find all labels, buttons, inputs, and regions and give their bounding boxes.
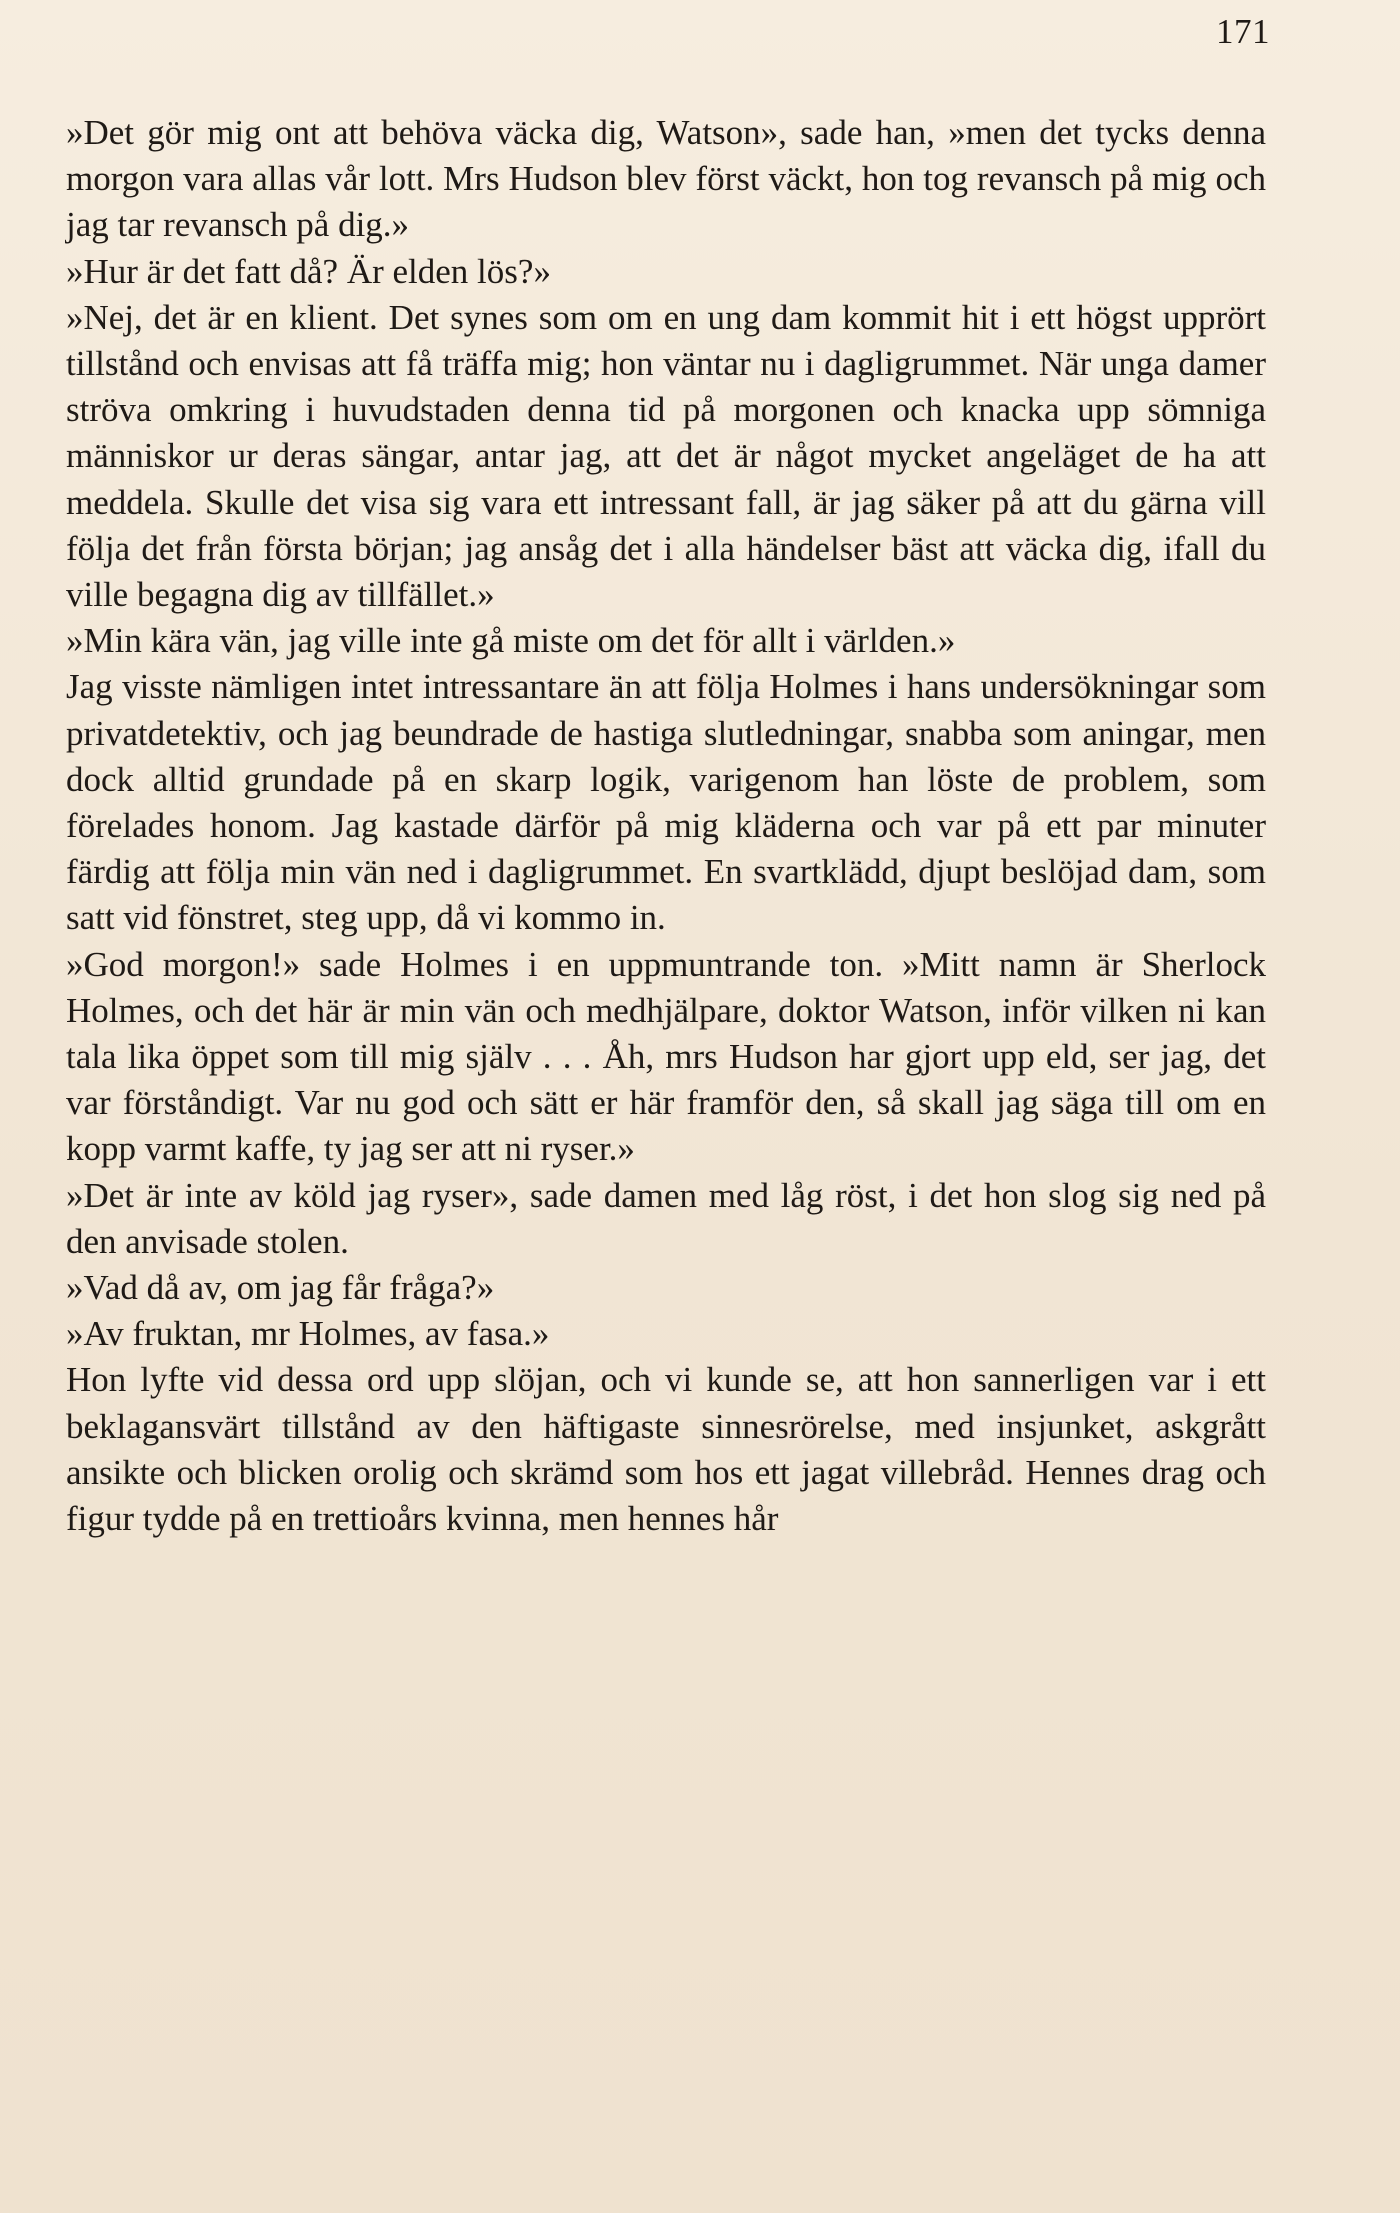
paragraph-1: »Det gör mig ont att behöva väcka dig, Watson», sade han, »men det tycks denna morgon vara allas vår lott. Mrs Hudson blev först väckt, hon tog revansch på mig och jag tar revansch på dig.» xyxy=(66,113,1266,245)
paragraph-9: »Av fruktan, mr Holmes, av fasa.» xyxy=(66,1314,550,1354)
body-text xyxy=(66,110,1266,1542)
paragraph-4: »Min kära vän, jag ville inte gå miste om det för allt i världen.» xyxy=(66,621,956,661)
paragraph-7: »Det är inte av köld jag ryser», sade damen med låg röst, i det hon slog sig ned på den anvisade stolen. xyxy=(66,1175,1266,1261)
paragraph-3: »Nej, det är en klient. Det synes som om en ung dam kommit hit i ett högst upprört tillstånd och envisas att få träffa mig; hon väntar nu i dagligrummet. När unga damer ströva omkring i huvudstaden denna tid på morgonen och knacka upp sömniga människor ur deras sängar, antar jag, att det är något mycket angeläget de ha att meddela. Skulle det visa sig vara ett intressant fall, är jag säker på att du gärna vill följa det från första början; jag ansåg det i alla händelser bäst att väcka dig, ifall du ville begagna dig av tillfället.» xyxy=(66,297,1266,615)
paragraph-8: »Vad då av, om jag får fråga?» xyxy=(66,1268,495,1308)
paragraph-2: »Hur är det fatt då? Är elden lös?» xyxy=(66,251,551,291)
paragraph-5: Jag visste nämligen intet intressantare än att följa Holmes i hans undersökningar som privatdetektiv, och jag beundrade de hastiga slutledningar, snabba som aningar, men dock alltid grundade på en skarp logik, varigenom han löste de problem, som förelades honom. Jag kastade därför på mig kläderna och var på ett par minuter färdig att följa min vän ned i dagligrummet. En svartklädd, djupt beslöjad dam, som satt vid fönstret, steg upp, då vi kommo in. xyxy=(66,667,1266,938)
page-number: 171 xyxy=(1216,12,1270,51)
paragraph-6: »God morgon!» sade Holmes i en uppmuntrande ton. »Mitt namn är Sherlock Holmes, och det här är min vän och medhjälpare, doktor Watson, inför vilken ni kan tala lika öppet som till mig själv . . . Åh, mrs Hudson har gjort upp eld, ser jag, det var förståndigt. Var nu god och sätt er här framför den, så skall jag säga till om en kopp varmt kaffe, ty jag ser att ni ryser.» xyxy=(66,944,1266,1169)
paragraph-10: Hon lyfte vid dessa ord upp slöjan, och vi kunde se, att hon sannerligen var i ett beklagansvärt tillstånd av den häftigaste sinnesrörelse, med insjunket, askgrått ansikte och blicken orolig och skrämd som hos ett jagat villebråd. Hennes drag och figur tydde på en trettioårs kvinna, men hennes hår xyxy=(66,1360,1266,1539)
